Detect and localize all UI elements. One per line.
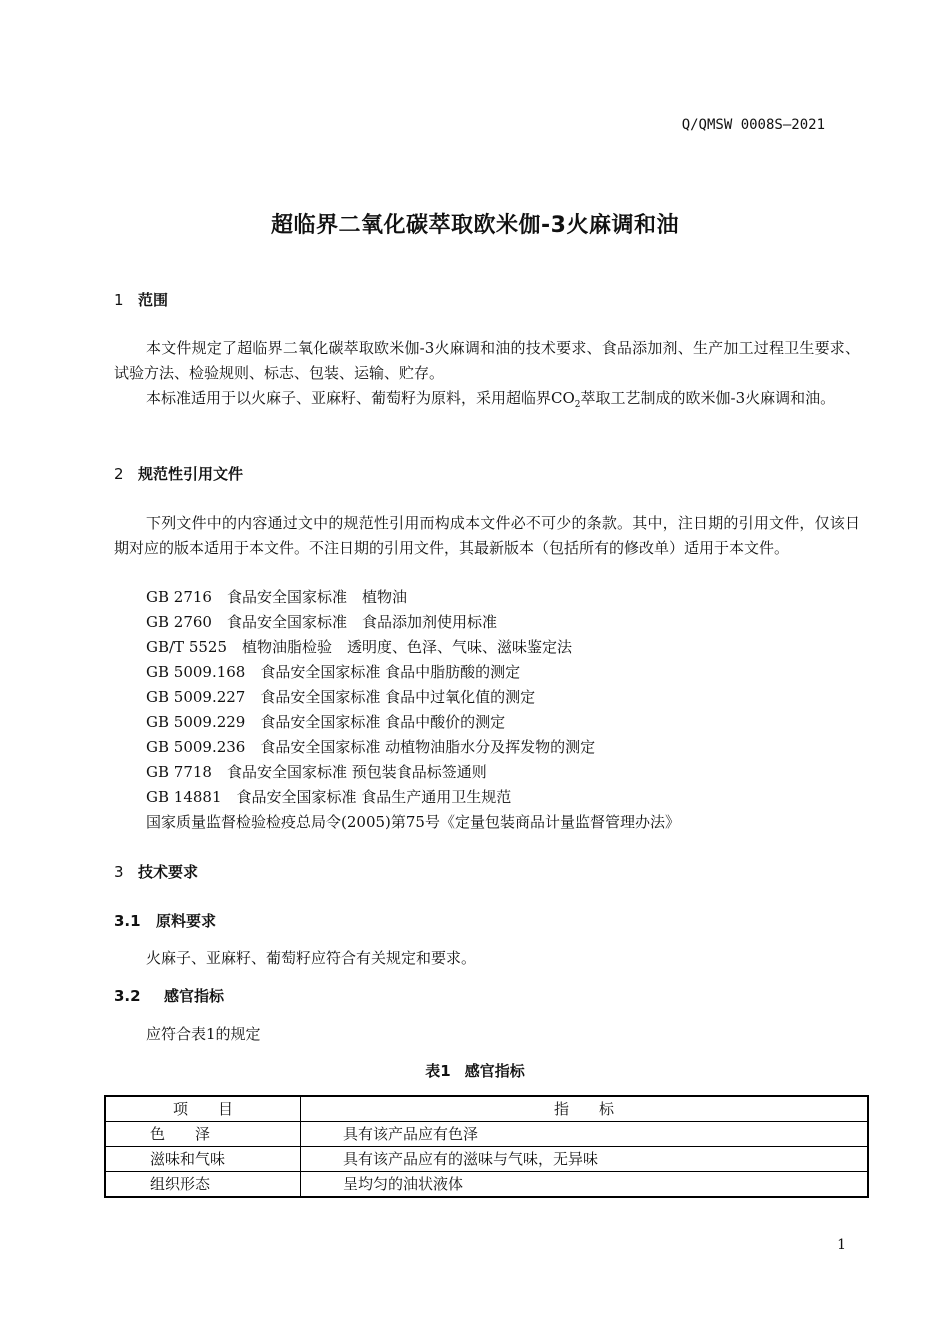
section-1-heading <box>114 289 168 310</box>
section-number: 3 <box>114 863 124 881</box>
reference-item: GB/T 5525 植物油脂检验 透明度、色泽、气味、滋味鉴定法 <box>146 638 573 656</box>
section-number: 3.1 <box>114 912 141 930</box>
reference-item: GB 5009.227 食品安全国家标准 食品中过氧化值的测定 <box>146 688 536 706</box>
section-title: 范围 <box>138 291 169 309</box>
reference-item: GB 5009.236 食品安全国家标准 动植物油脂水分及挥发物的测定 <box>146 738 596 756</box>
section-number: 2 <box>114 465 124 483</box>
section-3-1-heading <box>114 910 216 931</box>
reference-item: GB 5009.168 食品安全国家标准 食品中脂肪酸的测定 <box>146 663 521 681</box>
table-cell: 滋味和气味 <box>105 1147 301 1172</box>
subscript: 2 <box>574 400 581 410</box>
section-3-1-paragraph: 火麻子、亚麻籽、葡萄籽应符合有关规定和要求。 <box>146 949 477 967</box>
table-cell: 组织形态 <box>105 1172 301 1198</box>
header-cell-item: 项 目 <box>105 1096 301 1122</box>
section-title: 原料要求 <box>156 912 217 930</box>
section-title: 感官指标 <box>164 987 225 1005</box>
table-cell: 色 泽 <box>105 1122 301 1147</box>
section-title: 规范性引用文件 <box>138 465 244 483</box>
document-number: Q/QMSW 0008S—2021 <box>681 117 825 133</box>
section-3-heading <box>114 861 198 882</box>
section-title: 技术要求 <box>138 863 199 881</box>
table-cell: 具有该产品应有的滋味与气味，无异味 <box>301 1147 869 1172</box>
paragraph-text: 萃取工艺制成的欧米伽-3火麻调和油。 <box>580 389 836 407</box>
section-number: 3.2 <box>114 987 141 1005</box>
page-number: 1 <box>837 1237 846 1253</box>
normative-references-list <box>146 585 680 835</box>
document-title: 超临界二氧化碳萃取欧米伽-3火麻调和油 <box>271 213 679 238</box>
table-title: 感官指标 <box>464 1062 525 1080</box>
section-2-heading <box>114 463 243 484</box>
reference-item: 国家质量监督检验检疫总局令(2005)第75号《定量包装商品计量监督管理办法》 <box>146 813 680 831</box>
table-row <box>105 1122 868 1147</box>
sensory-index-table <box>104 1095 869 1198</box>
table-cell: 呈均匀的油状液体 <box>301 1172 869 1198</box>
reference-item: GB 14881 食品安全国家标准 食品生产通用卫生规范 <box>146 788 512 806</box>
table-row <box>105 1172 868 1198</box>
section-3-2-paragraph: 应符合表1的规定 <box>146 1025 261 1043</box>
reference-item: GB 2760 食品安全国家标准 食品添加剂使用标准 <box>146 613 497 631</box>
reference-item: GB 2716 食品安全国家标准 植物油 <box>146 588 407 606</box>
section-1-paragraph-2 <box>114 386 860 418</box>
reference-item: GB 5009.229 食品安全国家标准 食品中酸价的测定 <box>146 713 506 731</box>
header-cell-index: 指 标 <box>301 1096 869 1122</box>
section-number: 1 <box>114 291 124 309</box>
reference-item: GB 7718 食品安全国家标准 预包装食品标签通则 <box>146 763 487 781</box>
section-2-paragraph-1: 下列文件中的内容通过文中的规范性引用而构成本文件必不可少的条款。其中，注日期的引用文件，仅该日期对应的版本适用于本文件。不注日期的引用文件，其最新版本（包括所有的修改单）适用于本文件。 <box>114 514 860 557</box>
table-header-row <box>105 1096 868 1122</box>
section-1-paragraph-1: 本文件规定了超临界二氧化碳萃取欧米伽-3火麻调和油的技术要求、食品添加剂、生产加工过程卫生要求、试验方法、检验规则、标志、包装、运输、贮存。 <box>114 339 860 382</box>
table-row <box>105 1147 868 1172</box>
section-3-2-heading <box>114 985 224 1006</box>
table-number: 表1 <box>425 1062 451 1080</box>
paragraph-text: 本标准适用于以火麻子、亚麻籽、葡萄籽为原料，采用超临界CO <box>146 389 575 407</box>
table-cell: 具有该产品应有色泽 <box>301 1122 869 1147</box>
table-caption <box>0 1060 950 1081</box>
